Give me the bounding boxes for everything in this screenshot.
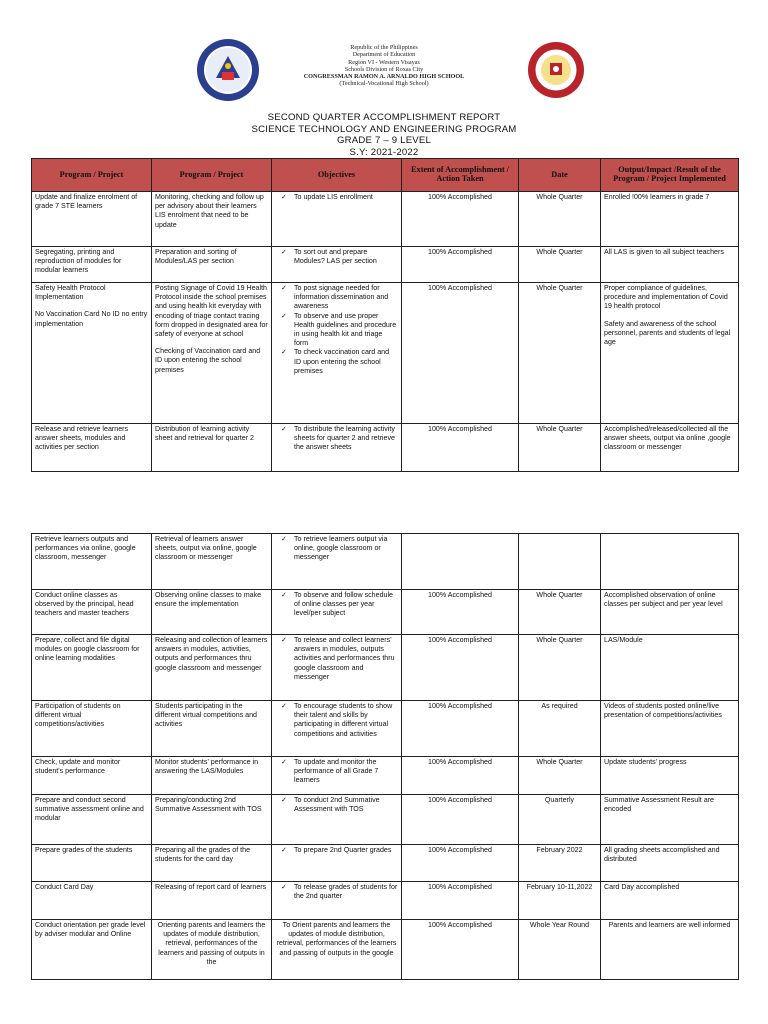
objectives-cell [272,882,402,920]
output-text: Update students' progress [604,758,687,766]
objective-text: To encourage students to show their talent and skills by participating in different virtual competitions and activities [294,702,393,738]
output-text: Parents and learners are well informed [608,921,731,929]
objective-text: To observe and follow schedule of online classes per year level/per subject [294,591,393,618]
objectives-cell [272,192,402,247]
objectives-list [275,591,398,619]
objectives-list [275,284,398,376]
program-cell [32,845,152,882]
checkmark-icon: ✓ [281,758,287,766]
program-text: Prepare grades of the students [35,846,133,854]
project-cell [152,845,272,882]
column-header: Program / Project [152,159,272,192]
objective-item [275,425,398,453]
project-cell [152,247,272,283]
output-cell [601,424,739,472]
column-header: Objectives [272,159,402,192]
date-text: Whole Quarter [536,758,583,766]
checkmark-icon: ✓ [281,193,287,201]
objectives-cell [272,534,402,590]
table-row [32,635,739,701]
checkmark-icon: ✓ [281,248,287,256]
project-cell [152,424,272,472]
extent-cell [402,192,519,247]
program-cell [32,920,152,980]
table-row [32,757,739,795]
project-cell [152,192,272,247]
column-header: Extent of Accomplishment / Action Taken [402,159,519,192]
date-text: Quarterly [544,796,575,804]
program-text: Release and retrieve learners answer sheets, modules and activities per section [35,425,129,452]
program-cell [32,283,152,424]
program-cell [32,795,152,845]
output-text: Accomplished/released/collected all the answer sheets, output via online ,google classroom or messenger [604,425,731,452]
output-cell [601,701,739,757]
extent-text: 100% Accomplished [428,846,492,854]
project-text: Monitor students' performance in answering the LAS/Modules [155,758,259,776]
extent-text: 100% Accomplished [428,636,492,644]
objective-item [275,636,398,682]
letterhead-line: Republic of the Philippines [350,44,418,51]
objective-text: To Orient parents and learners the updates of module distribution, retrieval, performances of the learners and passing of outputs in the google [276,921,397,957]
extent-cell [402,424,519,472]
program-cell [32,534,152,590]
extent-text: 100% Accomplished [428,248,492,256]
date-cell [519,795,601,845]
program-text: Conduct online classes as observed by the principal, head teachers and master teachers [35,591,134,618]
program-cell [32,424,152,472]
project-text: Posting Signage of Covid 19 Health Protocol inside the school premises and using health kit everyday with encoding of triage contact tracing form dropped in designated area for safety of everyone at school [155,284,268,339]
checkmark-icon: ✓ [281,636,287,644]
output-text: All LAS is given to all subject teachers [604,248,724,256]
output-text: Videos of students posted online/live presentation of competitions/activities [604,702,722,720]
project-text: Observing online classes to make ensure the implementation [155,591,262,609]
objectives-list [275,535,398,563]
objectives-list [275,425,398,453]
letterhead-line: Department of Education [352,51,416,59]
letterhead-line: Schools Division of Roxas City [344,65,424,73]
program-text: Conduct Card Day [35,883,94,891]
objective-text: To update LIS enrollment [294,193,373,201]
extent-text: 100% Accomplished [428,702,492,710]
school-year: S.Y: 2021-2022 [349,146,419,158]
program-cell [32,192,152,247]
project-cell [152,534,272,590]
checkmark-icon: ✓ [281,535,287,543]
checkmark-icon: ✓ [281,425,287,433]
program-cell [32,882,152,920]
date-cell [519,635,601,701]
objectives-list [275,796,398,814]
checkmark-icon: ✓ [281,702,287,710]
output-text: Safety and awareness of the school personnel, parents and students of legal age [604,319,731,347]
program-title: SCIENCE TECHNOLOGY AND ENGINEERING PROGRAM [251,123,517,135]
date-cell [519,882,601,920]
extent-text: 100% Accomplished [428,425,492,433]
extent-cell [402,845,519,882]
date-cell [519,247,601,283]
checkmark-icon: ✓ [281,591,287,599]
extent-cell [402,757,519,795]
extent-cell [402,283,519,424]
objective-item [275,796,398,814]
date-cell [519,192,601,247]
objectives-list [275,193,398,202]
output-cell [601,590,739,635]
report-title: SECOND QUARTER ACCOMPLISHMENT REPORT [267,112,501,123]
table-row [32,534,739,590]
output-text: Summative Assessment Result are encoded [604,796,714,814]
project-text: Students participating in the different virtual competitions and activities [155,702,257,729]
objectives-cell [272,424,402,472]
objectives-cell [272,283,402,424]
checkmark-icon: ✓ [281,348,287,357]
objective-text: To post signage needed for information dissemination and awareness [294,284,389,311]
date-text: February 2022 [536,846,583,854]
extent-cell [402,882,519,920]
extent-text: 100% Accomplished [428,193,492,201]
program-text: Check, update and monitor student's performance [35,758,121,776]
objectives-list [275,758,398,786]
objective-item [275,702,398,739]
program-text: No Vaccination Card No ID no entry implementation [35,310,148,328]
objective-item [275,348,398,376]
school-type: (Technical-Vocational High School) [339,80,429,88]
objective-item [275,758,398,786]
objective-item [275,284,398,312]
date-text: Whole Quarter [536,284,583,292]
date-cell [519,534,601,590]
program-text: Segregating, printing and reproduction of modules for modular learners [35,248,122,275]
objectives-cell [272,795,402,845]
checkmark-icon: ✓ [281,311,287,320]
date-text: Whole Year Round [529,921,590,929]
objectives-cell [272,757,402,795]
output-cell [601,882,739,920]
program-cell [32,590,152,635]
column-header: Date [519,159,601,192]
column-header: Output/Impact /Result of the Program / Project Implemented [601,159,739,192]
project-text: Releasing of report card of learners [155,883,267,891]
program-cell [32,757,152,795]
objective-text: To sort out and prepare Modules? LAS per section [294,248,377,266]
date-text: Whole Quarter [536,636,583,644]
date-cell [519,701,601,757]
objective-item [275,193,398,202]
table-row [32,247,739,283]
accomplishment-table-1 [31,158,739,472]
table-row [32,424,739,472]
extent-cell [402,635,519,701]
objectives-list [275,883,398,901]
project-text: Monitoring, checking and follow up per advisory about their learners LIS enrolment that need to be update [155,193,264,229]
program-cell [32,635,152,701]
extent-text: 100% Accomplished [428,796,492,804]
date-text: Whole Quarter [536,193,583,201]
objective-text: To conduct 2nd Summative Assessment with TOS [294,796,380,814]
letterhead-line: Region VI - Western Visayas [348,58,420,66]
table-row [32,701,739,757]
objectives-list [275,248,398,266]
output-cell [601,757,739,795]
output-text: LAS/Module [604,636,643,644]
date-cell [519,424,601,472]
date-cell [519,845,601,882]
objectives-cell [272,701,402,757]
objective-text: To release grades of students for the 2nd quarter [294,883,398,901]
program-text: Conduct orientation per grade level by adviser modular and Online [35,921,146,939]
output-cell [601,247,739,283]
objective-item [275,846,398,855]
table-row [32,845,739,882]
project-text: Orienting parents and learners the updates of module distribution, retrieval, performances of the learners and passing of outputs in the [157,921,266,966]
program-text: Retrieve learners outputs and performances via online, google classroom, messenger [35,535,136,562]
letterhead [0,44,768,88]
date-text: Whole Quarter [536,591,583,599]
output-cell [601,845,739,882]
program-text: Update and finalize enrolment of grade 7 STE learners [35,193,138,211]
output-cell [601,635,739,701]
date-text: As required [541,702,578,710]
extent-text: 100% Accomplished [428,758,492,766]
objectives-list [275,702,398,739]
objectives-list [275,846,398,855]
output-cell [601,283,739,424]
checkmark-icon: ✓ [281,284,287,292]
table-row [32,192,739,247]
project-cell [152,882,272,920]
extent-text: 100% Accomplished [428,883,492,891]
program-cell [32,701,152,757]
objective-item [275,248,398,266]
accomplishment-table-2 [31,533,739,980]
output-cell [601,920,739,980]
program-text: Participation of students on different virtual competitions/activities [35,702,121,729]
program-text: Safety Health Protocol Implementation [35,284,106,302]
date-cell [519,283,601,424]
project-text: Checking of Vaccination card and ID upon entering the school premises [155,347,261,374]
extent-cell [402,701,519,757]
date-text: Whole Quarter [536,248,583,256]
objective-text: To update and monitor the performance of all Grade 7 learners [294,758,379,785]
output-text: Enrolled !00% learners in grade 7 [604,193,710,201]
program-text: Prepare and conduct second summative assessment online and modular [35,796,144,823]
project-cell [152,757,272,795]
extent-text: 100% Accomplished [428,921,492,929]
objectives-cell [272,845,402,882]
objectives-cell [272,635,402,701]
project-text: Retrieval of learners answer sheets, output via online, google classroom or messenger [155,535,257,562]
date-text: February 10-11,2022 [526,883,593,891]
output-text: Accomplished observation of online classes per subject and per year level [604,591,723,609]
objective-item [275,312,398,349]
objective-item [275,535,398,563]
program-cell [32,247,152,283]
table-row [32,882,739,920]
date-cell [519,920,601,980]
extent-cell [402,590,519,635]
school-name: CONGRESSMAN RAMON A. ARNALDO HIGH SCHOOL [303,73,465,81]
project-cell [152,920,272,980]
checkmark-icon: ✓ [281,846,287,854]
project-text: Releasing and collection of learners answers in modules, activities, outputs and performances thru google classroom and messenger [155,636,268,672]
extent-cell [402,795,519,845]
objective-text: To check vaccination card and ID upon entering the school premises [294,348,390,375]
project-cell [152,635,272,701]
objectives-cell [272,590,402,635]
extent-cell [402,247,519,283]
project-cell [152,590,272,635]
table-row [32,795,739,845]
objectives-cell [272,920,402,980]
project-text: Preparing/conducting 2nd Summative Assessment with TOS [155,796,262,814]
project-text: Distribution of learning activity sheet and retrieval for quarter 2 [155,425,254,443]
output-cell [601,192,739,247]
project-text: Preparation and sorting of Modules/LAS per section [155,248,237,266]
objective-text: To release and collect learners' answers in modules, outputs activities and performances thru google classroom and messenger [294,636,395,681]
project-cell [152,701,272,757]
extent-cell [402,920,519,980]
program-text: Prepare, collect and file digital modules on google classroom for online learning modalities [35,636,140,663]
output-text: All grading sheets accomplished and distributed [604,846,720,864]
objectives-list [275,636,398,682]
date-cell [519,590,601,635]
date-text: Whole Quarter [536,425,583,433]
objective-text: To retrieve learners output via online, google classroom or messenger [294,535,388,562]
report-titles [0,112,768,158]
objective-item [275,591,398,619]
table-row [32,590,739,635]
project-cell [152,283,272,424]
checkmark-icon: ✓ [281,883,287,891]
grade-level: GRADE 7 – 9 LEVEL [336,135,432,146]
extent-cell [402,534,519,590]
output-text: Proper compliance of guidelines, procedure and implementation of Covid 19 health protocol [604,284,728,311]
project-text: Preparing all the grades of the students for the card day [155,846,251,864]
extent-text: 100% Accomplished [428,591,492,599]
column-header: Program / Project [32,159,152,192]
table-row [32,920,739,980]
output-text: Card Day accomplished [604,883,680,891]
table-row [32,283,739,424]
objectives-cell [272,247,402,283]
output-cell [601,795,739,845]
output-cell [601,534,739,590]
objective-text: To prepare 2nd Quarter grades [294,846,392,854]
checkmark-icon: ✓ [281,796,287,804]
project-cell [152,795,272,845]
extent-text: 100% Accomplished [428,284,492,292]
objective-item [275,883,398,901]
objective-text: To observe and use proper Health guidelines and procedure in using health kit and triage form [294,311,397,348]
date-cell [519,757,601,795]
objective-text: To distribute the learning activity sheets for quarter 2 and retrieve the answer sheets [294,425,395,452]
